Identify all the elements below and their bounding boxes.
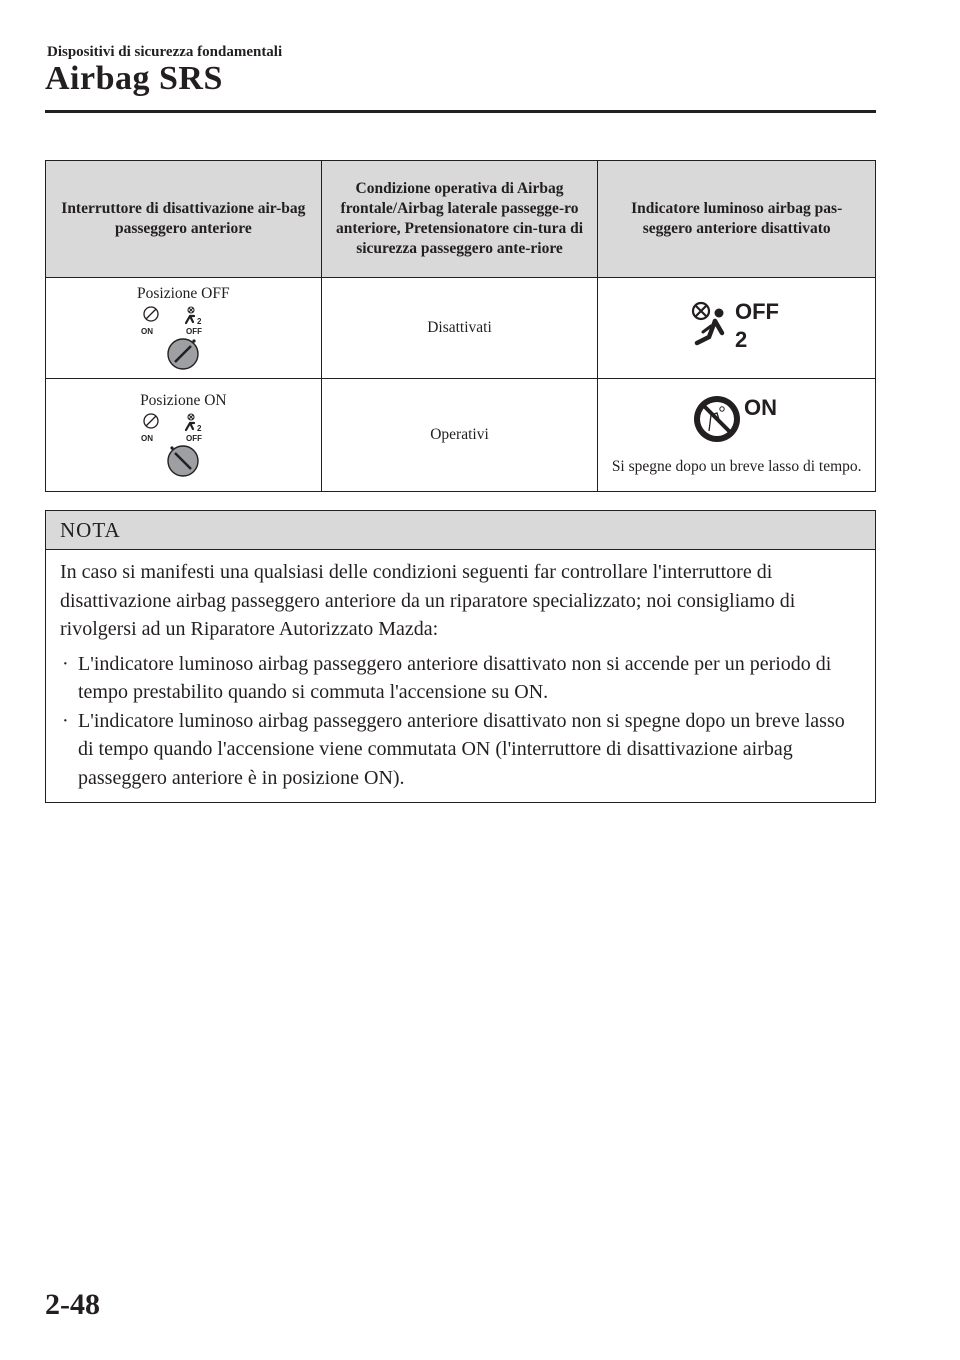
note-intro: In caso si manifesti una qualsiasi delle condizioni seguenti far controllare l'interruttore di disattivazione airbag passeggero anteriore da un riparatore specializzato; noi consigliamo di rivolgersi ad un Riparatore Autorizzato Mazda: — [60, 561, 796, 640]
switch-on-icon — [128, 413, 238, 479]
note-bullet-list — [60, 650, 861, 793]
bullet-dot: · — [62, 709, 69, 732]
switch-position-label: Posizione ON — [140, 392, 227, 409]
switch-on-label: ON — [141, 327, 154, 336]
title-rule — [45, 110, 876, 113]
airbag-off-icon — [689, 299, 785, 351]
switch-off-icon — [128, 306, 238, 372]
page-title: Airbag SRS — [45, 60, 223, 97]
table-header-row — [46, 161, 876, 278]
list-item — [60, 650, 861, 707]
page-number: 2-48 — [45, 1288, 100, 1321]
bullet-dot: · — [62, 652, 69, 675]
switch-cell — [46, 379, 322, 492]
condition-cell: Operativi — [321, 379, 598, 492]
indicator-cell — [598, 379, 876, 492]
table-header-indicator: Indicatore luminoso airbag pas-seggero anteriore disattivato — [598, 161, 876, 278]
indicator-off-number: 2 — [734, 327, 747, 351]
airbag-status-table — [45, 160, 876, 492]
switch-cell — [46, 278, 322, 379]
note-bullet-text: L'indicatore luminoso airbag passeggero anteriore disattivato non si spegne dopo un breve lasso di tempo quando l'accensione viene commutata ON (l'interruttore di disattivazione airbag passeggero anteriore è in posizione ON). — [78, 709, 845, 789]
indicator-off-text: OFF — [734, 299, 779, 324]
note-body — [46, 550, 875, 802]
note-bullet-text: L'indicatore luminoso airbag passeggero anteriore disattivato non si accende per un periodo di tempo prestabilito quando si commuta l'accensione su ON. — [78, 652, 832, 703]
switch-num-label: 2 — [197, 424, 202, 433]
switch-num-label: 2 — [197, 317, 202, 326]
table-row — [46, 379, 876, 492]
table-header-condition: Condizione operativa di Airbag frontale/Airbag laterale passegge-ro anteriore, Pretensionatore cin-tura di sicurezza passeggero ante-riore — [321, 161, 598, 278]
note-heading: NOTA — [46, 511, 875, 550]
airbag-on-icon — [689, 393, 785, 445]
switch-off-label: OFF — [186, 434, 203, 443]
condition-cell: Disattivati — [321, 278, 598, 379]
section-label: Dispositivi di sicurezza fondamentali — [47, 44, 283, 60]
switch-position-label: Posizione OFF — [137, 285, 230, 302]
note-box — [45, 510, 876, 803]
table-header-switch: Interruttore di disattivazione air-bag passeggero anteriore — [46, 161, 322, 278]
switch-on-label: ON — [141, 434, 154, 443]
switch-off-label: OFF — [186, 327, 203, 336]
indicator-on-text: ON — [743, 395, 777, 420]
indicator-note: Si spegne dopo un breve lasso di tempo. — [611, 458, 862, 475]
indicator-cell — [598, 278, 876, 379]
list-item — [60, 707, 861, 793]
table-row — [46, 278, 876, 379]
